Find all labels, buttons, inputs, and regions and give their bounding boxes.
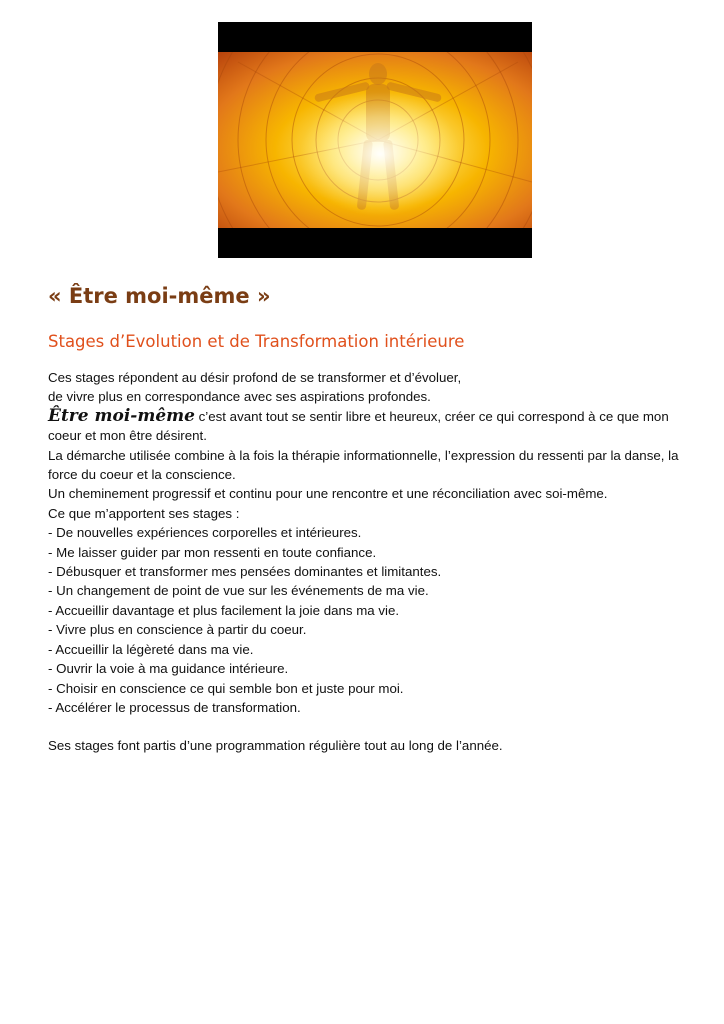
spacer xyxy=(48,717,688,736)
approach-paragraph: La démarche utilisée combine à la fois la thérapie informationnelle, l’expression du ressenti par la danse, la force du coeur et la conscience. xyxy=(48,447,679,483)
closing-paragraph: Ses stages font partis d’une programmation régulière tout au long de l’année. xyxy=(48,738,503,754)
benefits-list xyxy=(48,523,688,717)
page-title: « Être moi-même » xyxy=(48,284,271,308)
page-subtitle: Stages d’Evolution et de Transformation intérieure xyxy=(48,332,465,351)
list-item: - Vivre plus en conscience à partir du coeur. xyxy=(48,622,307,638)
list-item: - Me laisser guider par mon ressenti en toute confiance. xyxy=(48,544,377,560)
hero-image xyxy=(218,22,532,258)
list-item: - Accélérer le processus de transformation. xyxy=(48,699,301,715)
list-item: - De nouvelles expériences corporelles et intérieures. xyxy=(48,525,362,541)
list-item: - Débusquer et transformer mes pensées dominantes et limitantes. xyxy=(48,564,442,580)
definition-text: c’est avant tout se sentir libre et heureux, créer ce qui correspond à ce que mon coeur et mon être désirent. xyxy=(48,408,669,444)
definition-paragraph xyxy=(48,407,688,446)
body-text xyxy=(48,368,688,756)
list-item: - Accueillir davantage et plus facilement la joie dans ma vie. xyxy=(48,602,400,618)
list-item: - Un changement de point de vue sur les événements de ma vie. xyxy=(48,583,429,599)
journey-paragraph: Un cheminement progressif et continu pour une rencontre et une réconciliation avec soi-même. xyxy=(48,486,608,502)
list-item: - Accueillir la légèreté dans ma vie. xyxy=(48,641,254,657)
emphasis-phrase: Être moi-même xyxy=(48,405,195,426)
benefits-intro: Ce que m’apportent ses stages : xyxy=(48,505,240,521)
list-item: - Ouvrir la voie à ma guidance intérieure. xyxy=(48,661,289,677)
intro-line-2: de vivre plus en correspondance avec ses aspirations profondes. xyxy=(48,389,431,405)
list-item: - Choisir en conscience ce qui semble bon et juste pour moi. xyxy=(48,680,404,696)
vitruvian-glow-image xyxy=(218,22,532,258)
intro-line-1: Ces stages répondent au désir profond de se transformer et d’évoluer, xyxy=(48,370,462,385)
